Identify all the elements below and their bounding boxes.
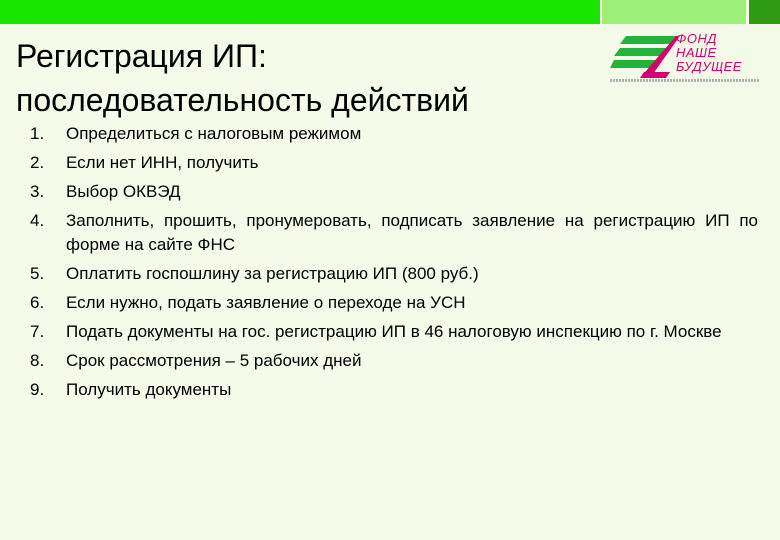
step-item <box>30 151 758 175</box>
step-number: 1. <box>30 124 45 143</box>
step-number: 4. <box>30 211 45 230</box>
logo-line-2: НАШЕ <box>676 45 717 60</box>
step-text: Подать документы на гос. регистрацию ИП в 46 налоговую инспекцию по г. Москве <box>66 322 722 341</box>
fond-logo <box>610 30 760 90</box>
slide-title <box>16 34 596 122</box>
step-number: 9. <box>30 380 45 399</box>
slide-title-line-2: последовательность действий <box>16 82 469 118</box>
step-item <box>30 122 758 146</box>
step-text: Оплатить госпошлину за регистрацию ИП (800 руб.) <box>66 264 479 283</box>
step-number: 5. <box>30 264 45 283</box>
step-number: 2. <box>30 153 45 172</box>
step-text: Если нужно, подать заявление о переходе на УСН <box>66 293 466 312</box>
step-text: Заполнить, прошить, пронумеровать, подписать заявление на регистрацию ИП по форме на сайте ФНС <box>66 211 758 254</box>
logo-line-3: БУДУЩЕЕ <box>676 59 742 74</box>
step-text: Срок рассмотрения – 5 рабочих дней <box>66 351 362 370</box>
top-bar-segment-mid <box>602 0 746 24</box>
step-item <box>30 320 758 344</box>
logo-line-1: ФОНД <box>676 31 717 46</box>
step-item <box>30 349 758 373</box>
step-text: Выбор ОКВЭД <box>66 182 181 201</box>
top-bar-segment-end <box>749 0 780 24</box>
top-bar-segment-main <box>0 0 600 24</box>
step-text: Определиться с налоговым режимом <box>66 124 362 143</box>
step-number: 8. <box>30 351 45 370</box>
top-color-bar <box>0 0 780 24</box>
logo-tagline-decoration <box>610 79 760 82</box>
step-item <box>30 209 758 257</box>
step-item <box>30 378 758 402</box>
step-item <box>30 291 758 315</box>
step-item <box>30 180 758 204</box>
logo-wordmark <box>676 32 742 74</box>
logo-emblem-icon <box>610 32 680 80</box>
slide-title-line-1: Регистрация ИП: <box>16 38 267 74</box>
steps-list <box>30 122 758 407</box>
step-item <box>30 262 758 286</box>
step-text: Получить документы <box>66 380 232 399</box>
step-number: 7. <box>30 322 45 341</box>
step-text: Если нет ИНН, получить <box>66 153 259 172</box>
step-number: 6. <box>30 293 45 312</box>
step-number: 3. <box>30 182 45 201</box>
